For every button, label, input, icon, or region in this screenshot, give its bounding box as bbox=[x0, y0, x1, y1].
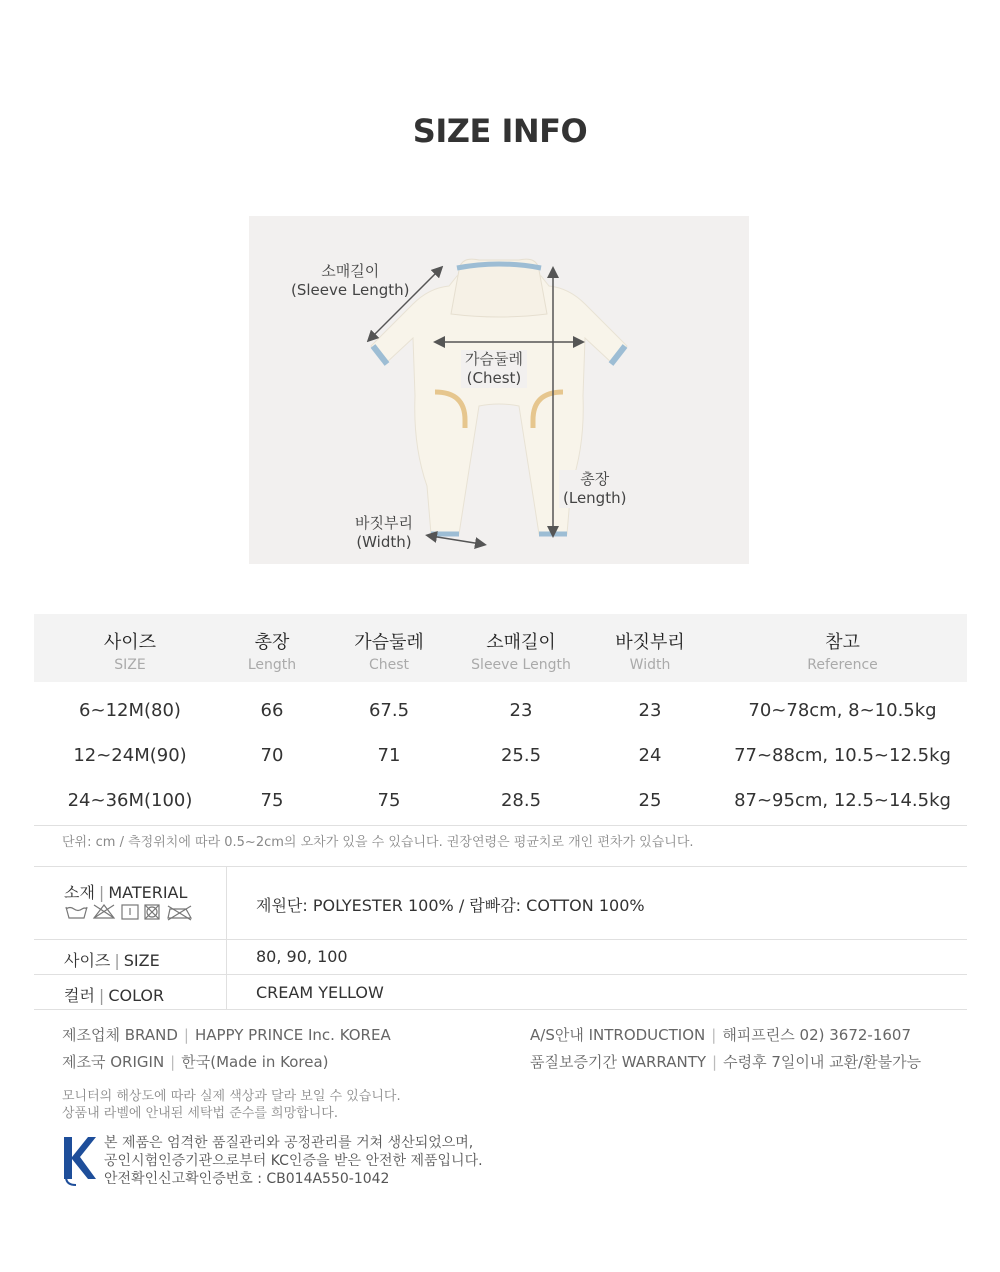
length-label-ko: 총장 bbox=[580, 470, 610, 488]
width-label-ko: 바짓부리 bbox=[355, 514, 413, 532]
chest-label bbox=[461, 350, 527, 388]
size-table bbox=[34, 614, 967, 823]
header-ko: 소매길이 bbox=[486, 631, 556, 653]
header-length bbox=[226, 614, 318, 682]
cell-sleeve: 28.5 bbox=[500, 790, 542, 811]
origin-label: 제조국 ORIGIN bbox=[62, 1053, 165, 1071]
disclaimer-line: 모니터의 해상도에 따라 실제 색상과 달라 보일 수 있습니다. bbox=[62, 1089, 401, 1104]
cell-reference: 77~88cm, 10.5~12.5kg bbox=[734, 745, 951, 766]
cell-width: 25 bbox=[638, 790, 662, 811]
header-en: Length bbox=[247, 656, 297, 673]
divider bbox=[34, 825, 967, 826]
as-value: 해피프린스 02) 3672-1607 bbox=[722, 1026, 911, 1044]
cell-size: 12~24M(90) bbox=[73, 745, 187, 766]
header-en: SIZE bbox=[114, 656, 146, 673]
kc-line: 공인시험인증기관으로부터 KC인증을 받은 안전한 제품입니다. bbox=[104, 1153, 483, 1169]
cell-sleeve: 25.5 bbox=[500, 745, 542, 766]
header-en: Chest bbox=[368, 656, 410, 673]
header-ko: 총장 bbox=[254, 631, 290, 653]
as-label: A/S안내 INTRODUCTION bbox=[530, 1026, 706, 1044]
table-header-row bbox=[34, 614, 967, 682]
cell-length: 70 bbox=[260, 745, 284, 766]
product-diagram bbox=[249, 216, 749, 564]
color-label-en: COLOR bbox=[108, 986, 165, 1005]
material-label: 소재 | MATERIAL bbox=[64, 883, 188, 902]
warranty-value: 수령후 7일이내 교환/환불가능 bbox=[723, 1053, 922, 1071]
header-chest bbox=[318, 614, 460, 682]
size-label-ko: 사이즈 bbox=[64, 951, 111, 970]
kc-line: 안전확인신고확인증번호 : CB014A550-1042 bbox=[104, 1171, 390, 1187]
brand-value: HAPPY PRINCE Inc. KOREA bbox=[194, 1026, 391, 1044]
material-value: 제원단: POLYESTER 100% / 랍빠감: COTTON 100% bbox=[256, 896, 645, 915]
cell-reference: 87~95cm, 12.5~14.5kg bbox=[734, 790, 951, 811]
size-label: 사이즈 | SIZE bbox=[64, 951, 160, 970]
divider bbox=[34, 939, 967, 940]
header-ko: 가슴둘레 bbox=[354, 631, 424, 653]
sleeve-label-ko: 소매길이 bbox=[321, 262, 380, 280]
kc-line: 본 제품은 엄격한 품질관리와 공정관리를 거쳐 생산되었으며, bbox=[104, 1135, 474, 1151]
origin-info: 제조국 ORIGIN | 한국(Made in Korea) bbox=[62, 1053, 329, 1071]
disclaimer-line: 상품내 라벨에 안내된 세탁법 준수를 희망합니다. bbox=[62, 1106, 338, 1121]
as-info: A/S안내 INTRODUCTION | 해피프린스 02) 3672-1607 bbox=[530, 1026, 911, 1044]
color-label: 컬러 | COLOR bbox=[64, 986, 165, 1005]
table-row bbox=[34, 778, 967, 823]
kc-certification-text bbox=[104, 1134, 483, 1188]
warranty-info: 품질보증기간 WARRANTY | 수령후 7일이내 교환/환불가능 bbox=[530, 1053, 922, 1071]
cell-chest: 71 bbox=[377, 745, 401, 766]
no-bleach-icon bbox=[94, 905, 114, 918]
cell-size: 6~12M(80) bbox=[79, 700, 181, 721]
divider bbox=[34, 866, 967, 867]
wash-icon bbox=[66, 907, 87, 918]
header-size bbox=[34, 614, 226, 682]
warranty-label: 품질보증기간 WARRANTY bbox=[530, 1053, 707, 1071]
material-label-en: MATERIAL bbox=[108, 883, 188, 902]
header-en: Sleeve Length bbox=[471, 656, 571, 673]
header-ko: 사이즈 bbox=[103, 631, 157, 653]
table-row bbox=[34, 682, 967, 733]
sleeve-length-label bbox=[291, 262, 409, 300]
no-iron-icon bbox=[168, 906, 191, 920]
size-value: 80, 90, 100 bbox=[256, 947, 348, 966]
divider bbox=[34, 1009, 967, 1010]
page-title: SIZE INFO bbox=[412, 112, 588, 150]
cell-sleeve: 23 bbox=[509, 700, 533, 721]
cell-width: 24 bbox=[638, 745, 662, 766]
cell-chest: 67.5 bbox=[368, 700, 410, 721]
header-reference bbox=[718, 614, 967, 682]
brand-label: 제조업체 BRAND bbox=[62, 1026, 178, 1044]
sleeve-label-en: (Sleeve Length) bbox=[291, 281, 410, 299]
header-width bbox=[582, 614, 718, 682]
header-ko: 바짓부리 bbox=[615, 631, 685, 653]
length-label-en: (Length) bbox=[563, 489, 627, 507]
header-en: Reference bbox=[807, 656, 878, 673]
chest-label-ko: 가슴둘레 bbox=[465, 350, 523, 368]
cell-reference: 70~78cm, 8~10.5kg bbox=[748, 700, 937, 721]
header-en: Width bbox=[629, 656, 671, 673]
cell-length: 66 bbox=[260, 700, 284, 721]
measurement-note: 단위: cm / 측정위치에 따라 0.5~2cm의 오차가 있을 수 있습니다. 권장연령은 평균치로 개인 편차가 있습니다. bbox=[62, 835, 694, 850]
brand-info: 제조업체 BRAND | HAPPY PRINCE Inc. KOREA bbox=[62, 1026, 391, 1044]
dry-icon bbox=[122, 905, 138, 919]
size-label-en: SIZE bbox=[123, 951, 160, 970]
material-label-ko: 소재 bbox=[64, 883, 95, 902]
cell-size: 24~36M(100) bbox=[67, 790, 193, 811]
color-value: CREAM YELLOW bbox=[256, 983, 384, 1002]
table-row bbox=[34, 733, 967, 778]
info-divider bbox=[226, 867, 227, 1009]
width-label-en: (Width) bbox=[356, 533, 412, 551]
header-sleeve bbox=[460, 614, 582, 682]
cell-length: 75 bbox=[260, 790, 284, 811]
color-label-ko: 컬러 bbox=[64, 986, 95, 1005]
cell-chest: 75 bbox=[377, 790, 401, 811]
kc-mark-icon bbox=[62, 1135, 96, 1191]
chest-label-en: (Chest) bbox=[466, 369, 522, 387]
origin-value: 한국(Made in Korea) bbox=[181, 1053, 329, 1071]
header-ko: 참고 bbox=[825, 631, 860, 653]
width-label bbox=[355, 514, 413, 552]
no-tumble-dry-icon bbox=[145, 905, 159, 919]
cell-width: 23 bbox=[638, 700, 662, 721]
care-icons bbox=[64, 903, 194, 925]
length-label bbox=[559, 470, 630, 508]
divider bbox=[34, 974, 967, 975]
